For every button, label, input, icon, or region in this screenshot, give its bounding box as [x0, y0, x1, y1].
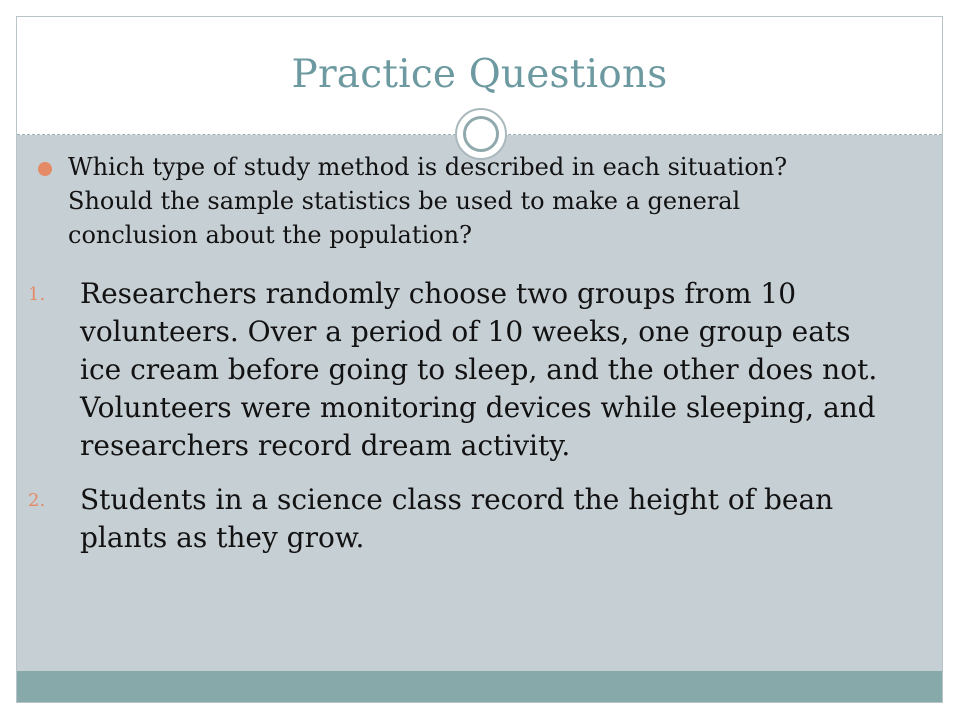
intro-bullet: [38, 150, 898, 252]
question-list: [28, 275, 908, 573]
footer-bar: [17, 671, 942, 703]
intro-text: Which type of study method is described in each situation? Should the sample statistics be used to make a general conclusion about the population?: [68, 153, 788, 249]
decorative-ring-inner-icon: [463, 116, 499, 152]
question-number: 2.: [28, 490, 46, 511]
question-item: [28, 481, 908, 557]
question-text: Researchers randomly choose two groups from 10 volunteers. Over a period of 10 weeks, one group eats ice cream before going to sleep, and the other does not. Volunteers were monitoring devices while sleeping, and researchers record dream activity.: [80, 277, 878, 462]
slide-title: Practice Questions: [291, 52, 668, 97]
question-text: Students in a science class record the height of bean plants as they grow.: [80, 483, 834, 554]
question-number: 1.: [28, 284, 46, 305]
question-item: [28, 275, 908, 465]
bullet-dot-icon: [38, 162, 52, 176]
